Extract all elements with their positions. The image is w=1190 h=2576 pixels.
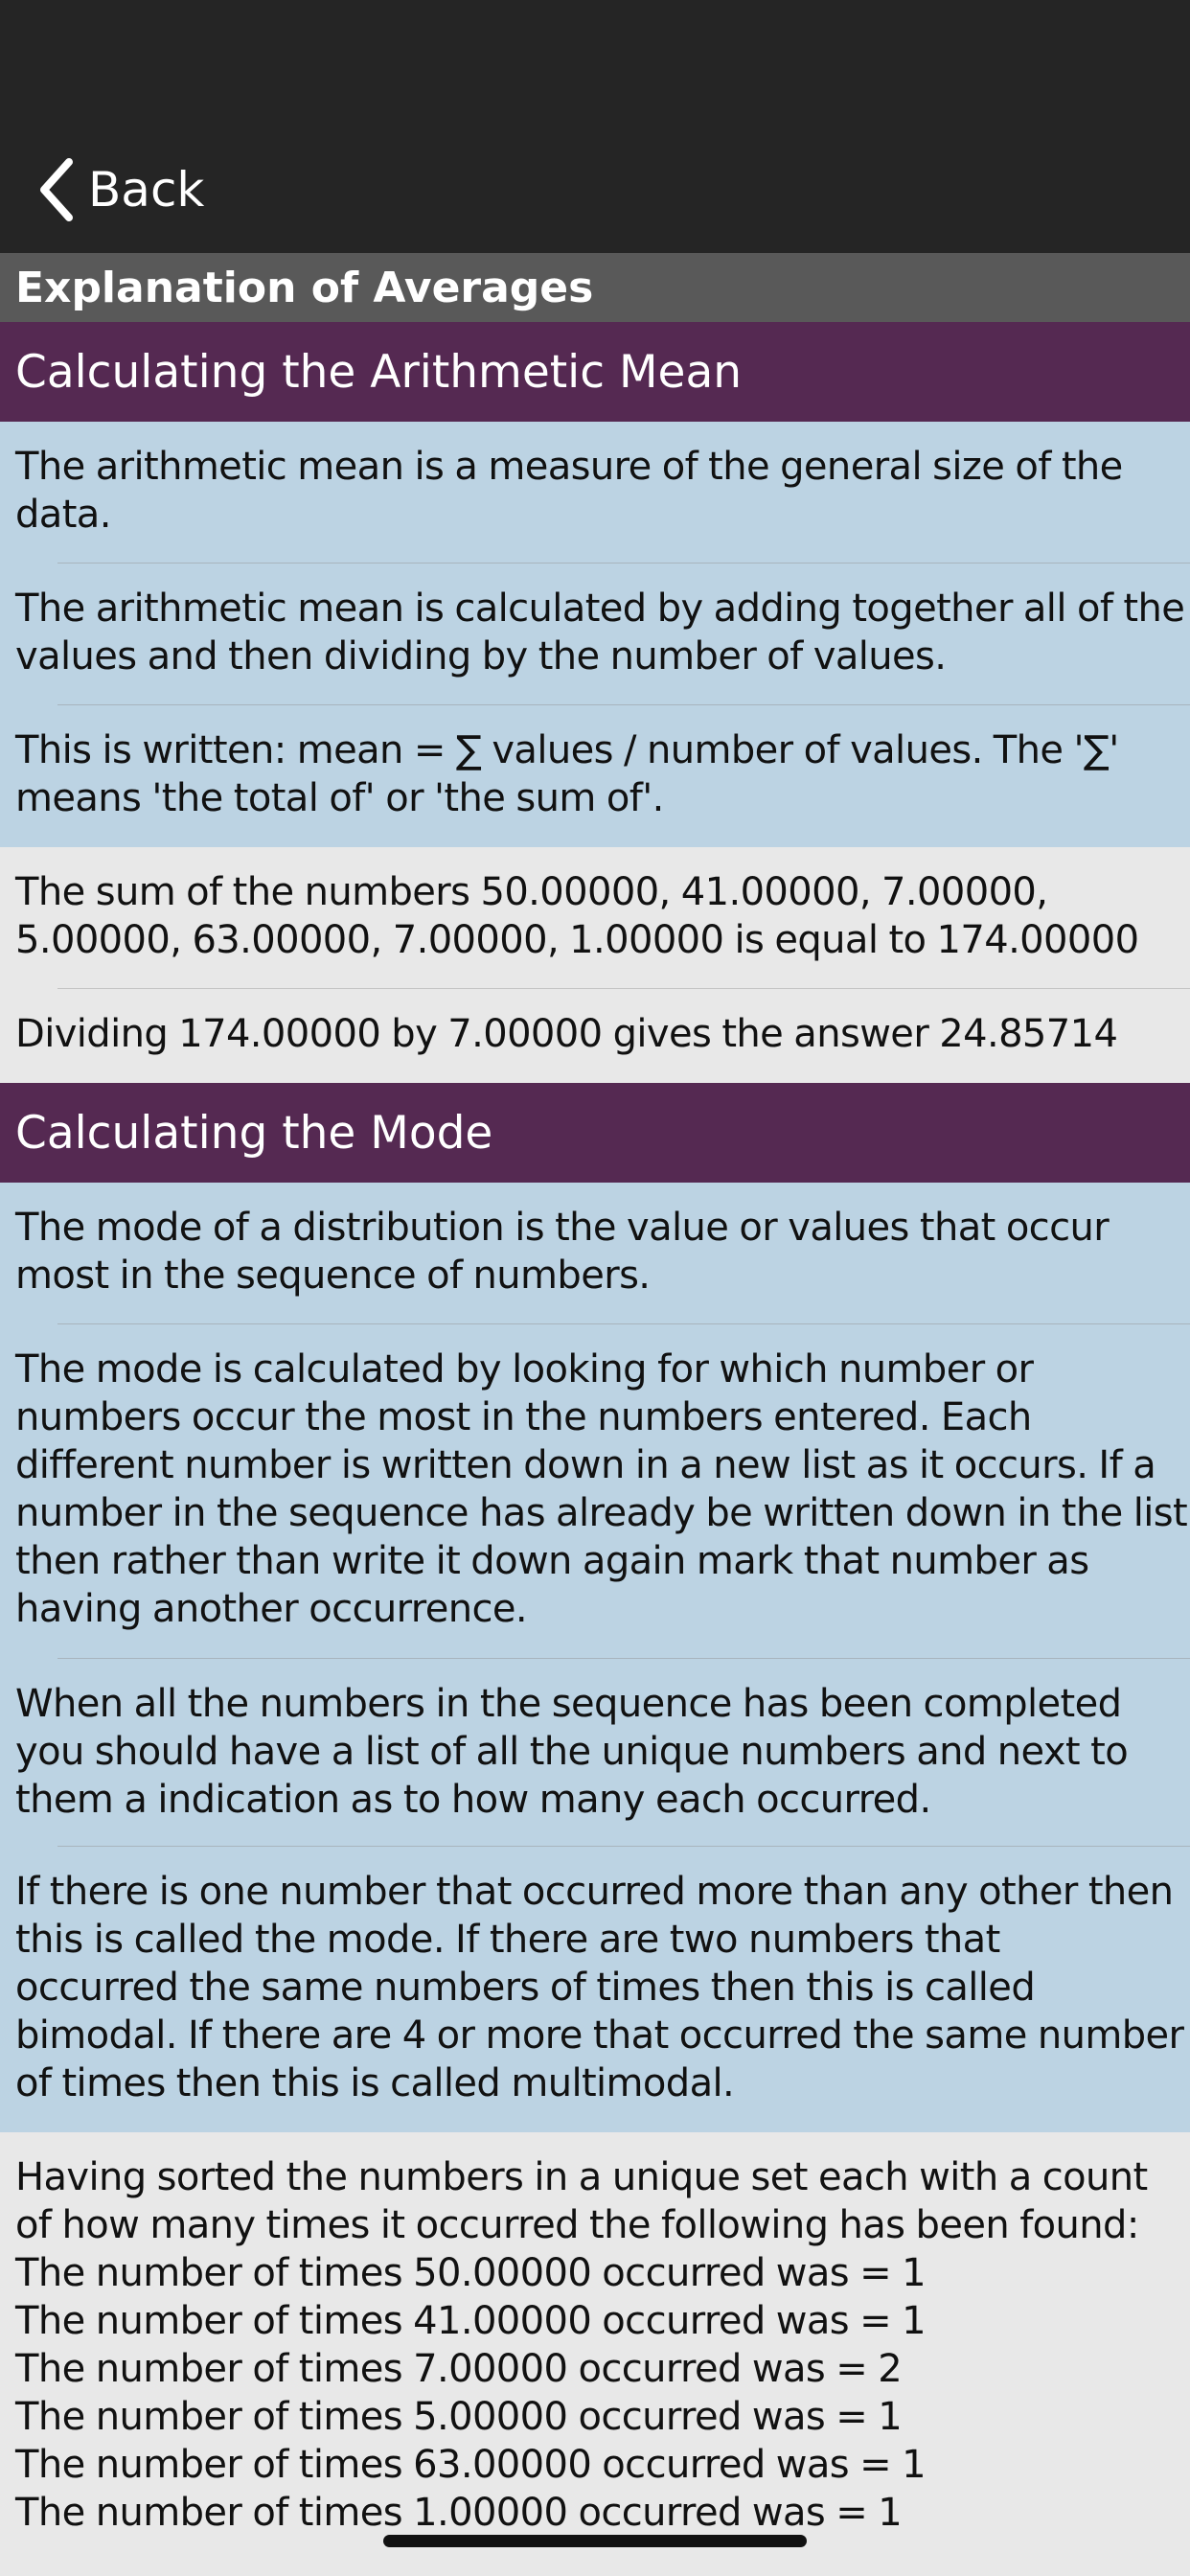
list-item: [0, 847, 1190, 989]
section-header-mean: Calculating the Arithmetic Mean: [0, 322, 1190, 422]
cell-text: The sum of the numbers 50.00000, 41.00000, 7.00000,: [15, 870, 1048, 914]
list-item: [0, 705, 1190, 847]
list-item: [0, 1847, 1190, 2132]
cell-text: If there is one number that occurred more than any other then: [15, 1870, 1174, 1914]
cell-text: most in the sequence of numbers.: [15, 1254, 651, 1298]
chevron-left-icon: [36, 158, 75, 221]
cell-text: different number is written down in a new list as it occurs. If a: [15, 1443, 1156, 1487]
cell-text: numbers occur the most in the numbers entered. Each: [15, 1395, 1032, 1439]
cell-text: This is written: mean = ∑ values / number of values. The '∑': [15, 728, 1119, 772]
cell-text: The mode of a distribution is the value or values that occur: [15, 1206, 1110, 1250]
list-item: [0, 422, 1190, 564]
cell-text: The number of times 63.00000 occurred was = 1: [15, 2443, 927, 2487]
cell-text: Dividing 174.00000 by 7.00000 gives the answer 24.85714: [15, 1012, 1118, 1056]
cell-text: 5.00000, 63.00000, 7.00000, 1.00000 is equal to 174.00000: [15, 918, 1139, 962]
cell-text: number in the sequence has already be written down in the list: [15, 1491, 1188, 1535]
cell-text: of times then this is called multimodal.: [15, 2061, 735, 2105]
list-item: [0, 1324, 1190, 1659]
cell-text: The number of times 41.00000 occurred was = 1: [15, 2299, 927, 2343]
cell-text: means 'the total of' or 'the sum of'.: [15, 776, 664, 820]
back-button[interactable]: [36, 156, 204, 223]
list-item: [0, 989, 1190, 1083]
list-item: [0, 564, 1190, 705]
cell-text: occurred the same numbers of times then this is called: [15, 1966, 1036, 2010]
page-title-bar: [0, 253, 1190, 322]
cell-text: The number of times 50.00000 occurred was = 1: [15, 2251, 927, 2295]
cell-text: The number of times 7.00000 occurred was = 2: [15, 2347, 903, 2391]
cell-text: The mode is calculated by looking for which number or: [15, 1347, 1034, 1392]
list-item: [0, 1659, 1190, 1847]
home-indicator[interactable]: [383, 2535, 807, 2547]
cell-text: them a indication as to how many each occurred.: [15, 1778, 931, 1822]
cell-text: having another occurrence.: [15, 1587, 528, 1631]
section-header-mode: Calculating the Mode: [0, 1083, 1190, 1183]
back-label: Back: [88, 162, 205, 218]
explanation-list[interactable]: [0, 322, 1190, 2573]
cell-text: values and then dividing by the number of values.: [15, 634, 947, 678]
cell-text: Having sorted the numbers in a unique set each with a count: [15, 2155, 1148, 2199]
cell-text: The arithmetic mean is calculated by adding together all of the: [15, 586, 1185, 631]
cell-text: bimodal. If there are 4 or more that occurred the same number: [15, 2013, 1184, 2058]
cell-text: you should have a list of all the unique numbers and next to: [15, 1730, 1129, 1774]
cell-text: data.: [15, 493, 111, 537]
navigation-bar: [0, 0, 1190, 253]
cell-text: The number of times 1.00000 occurred was = 1: [15, 2491, 903, 2535]
cell-text: The arithmetic mean is a measure of the general size of the: [15, 445, 1123, 489]
cell-text: When all the numbers in the sequence has been completed: [15, 1682, 1122, 1726]
cell-text: then rather than write it down again mark that number as: [15, 1539, 1089, 1583]
list-item: [0, 2132, 1190, 2573]
list-item: [0, 1183, 1190, 1324]
cell-text: of how many times it occurred the following has been found:: [15, 2203, 1139, 2247]
cell-text: this is called the mode. If there are two numbers that: [15, 1918, 1000, 1962]
cell-text: The number of times 5.00000 occurred was = 1: [15, 2395, 903, 2439]
page-title: Explanation of Averages: [15, 263, 594, 312]
